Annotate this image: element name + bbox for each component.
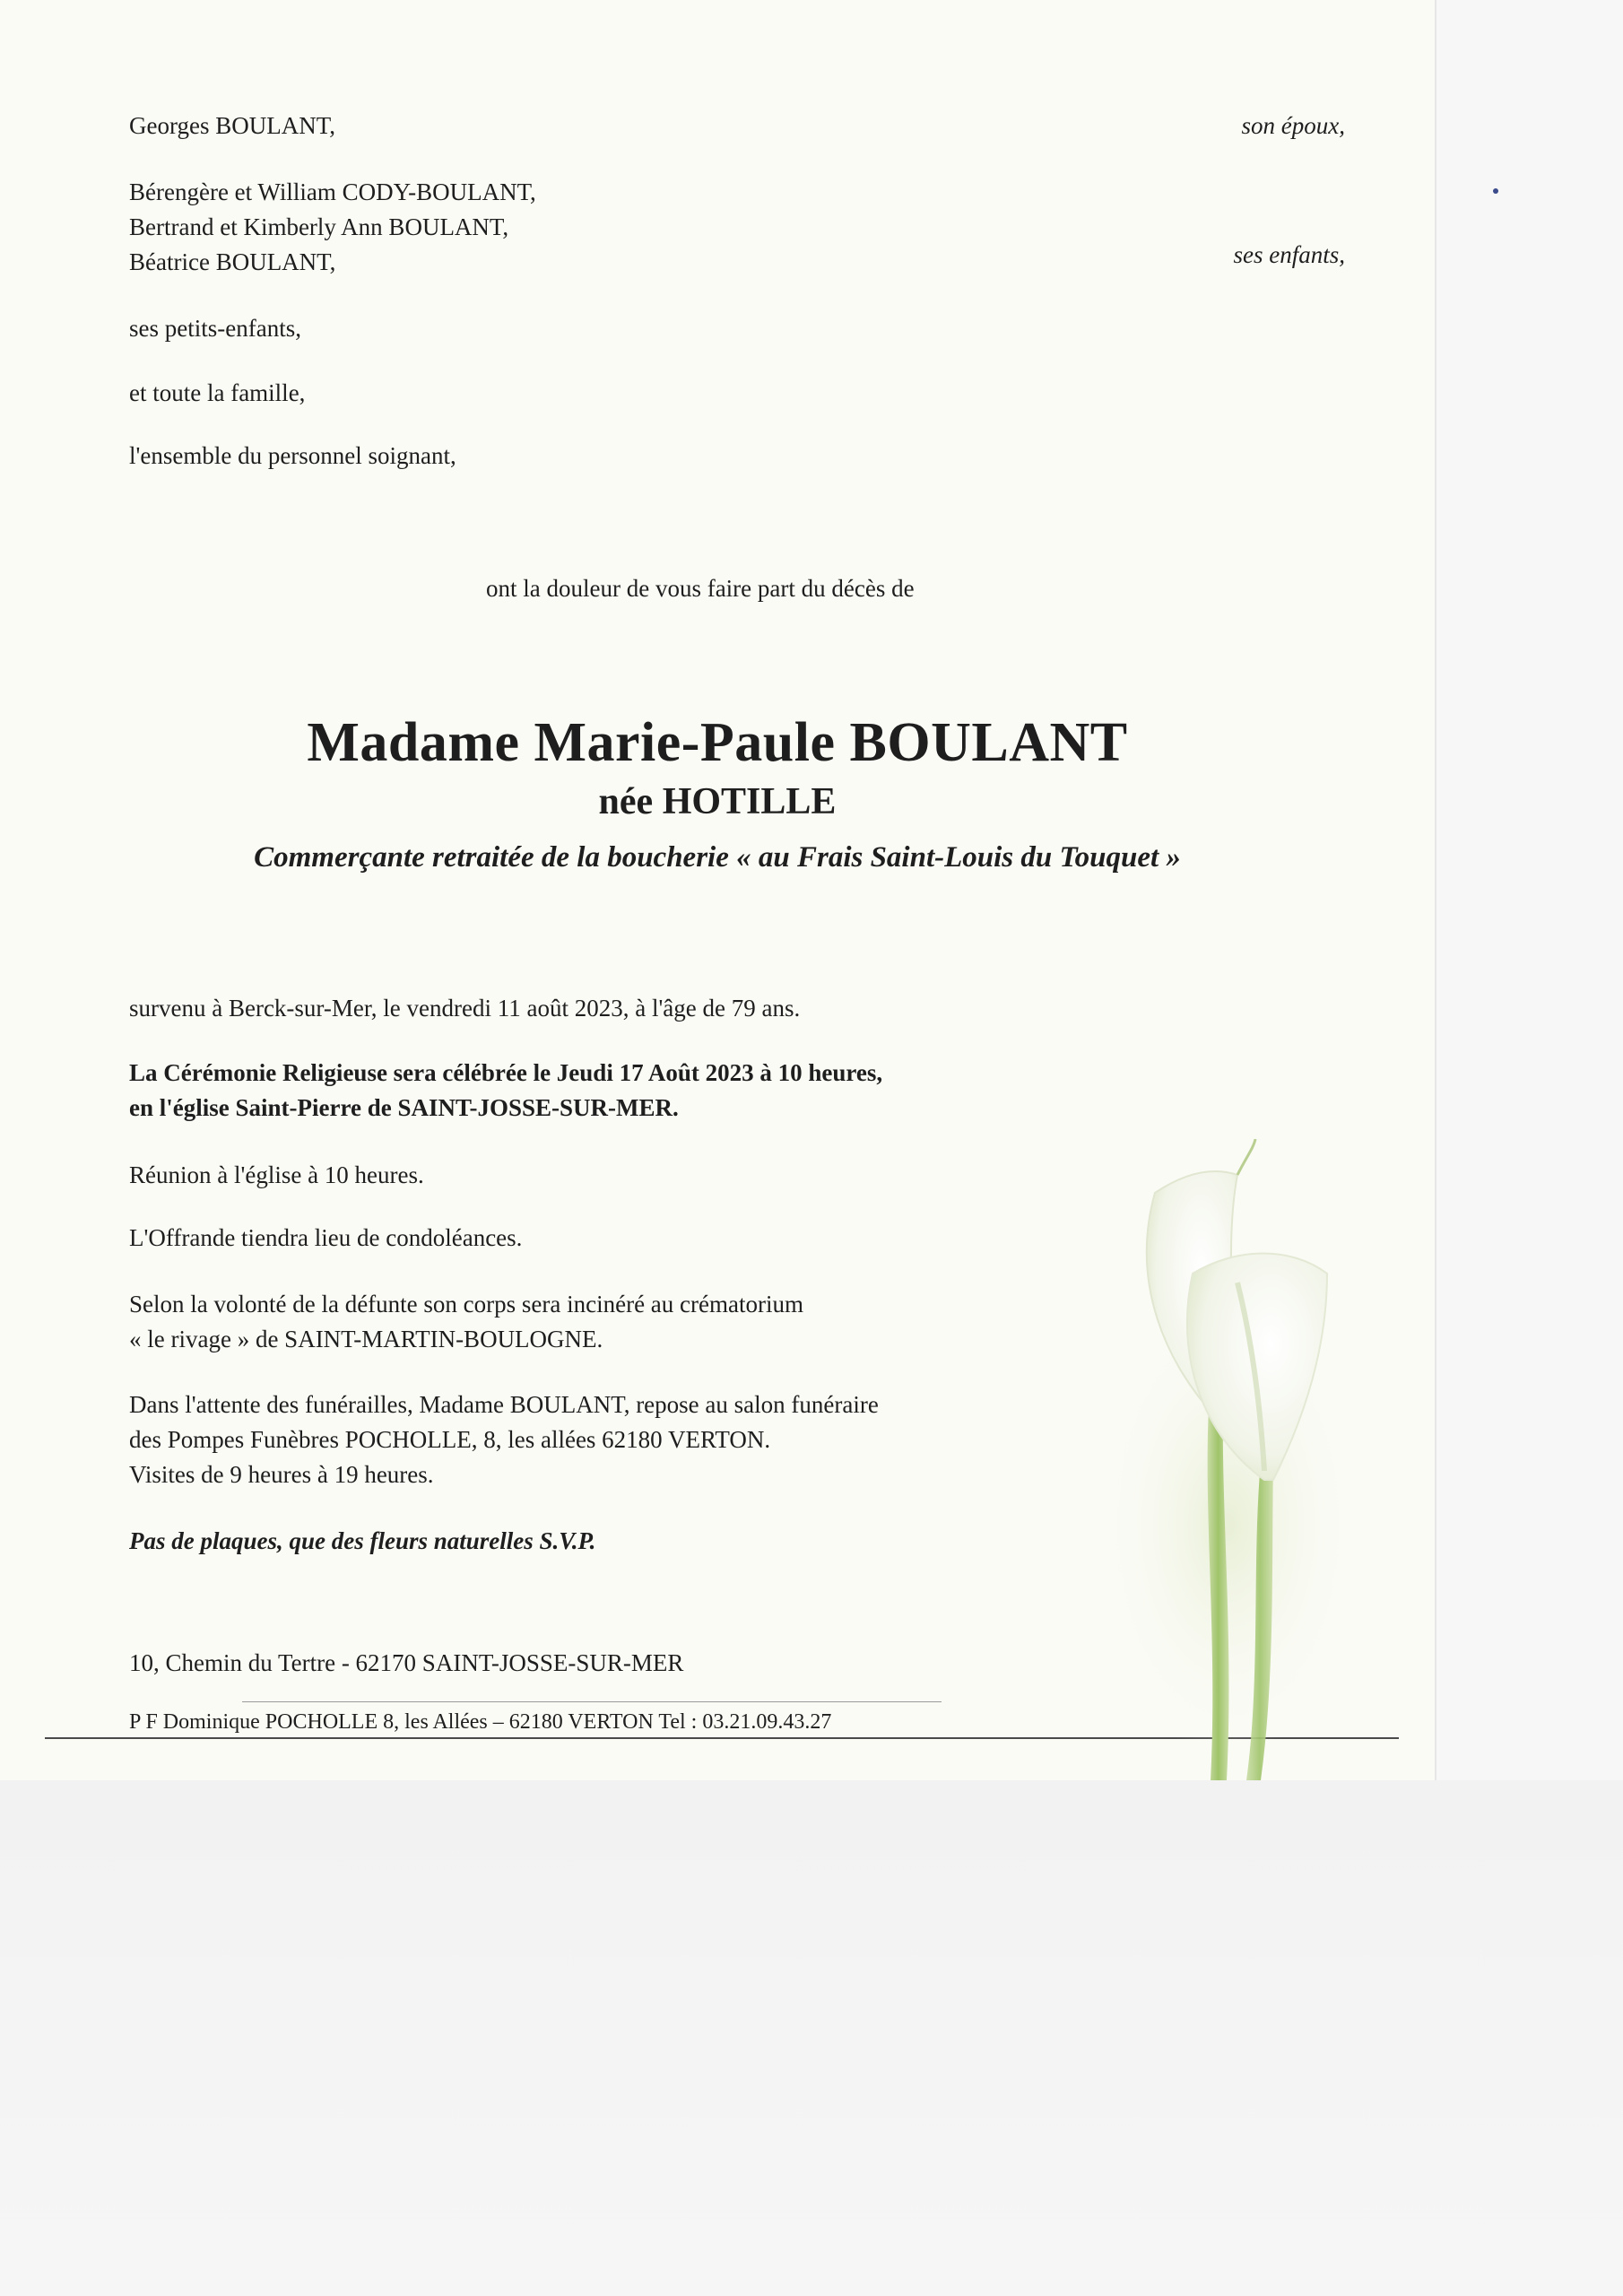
ceremony-line-1: La Cérémonie Religieuse sera célébrée le Jeudi 17 Août 2023 à 10 heures,	[129, 1059, 883, 1086]
footer-top-rule	[242, 1701, 942, 1702]
cremation-line-2: « le rivage » de SAINT-MARTIN-BOULOGNE.	[129, 1326, 603, 1352]
funeral-home-line-1: Dans l'attente des funérailles, Madame BOULANT, repose au salon funéraire	[129, 1391, 879, 1418]
home-address: 10, Chemin du Tertre - 62170 SAINT-JOSSE-SUR-MER	[129, 1649, 684, 1676]
visiting-hours: Visites de 9 heures à 19 heures.	[129, 1461, 434, 1488]
occupation: Commerçante retraitée de la boucherie « au Frais Saint-Louis du Touquet »	[254, 841, 1181, 874]
child-2: Bertrand et Kimberly Ann BOULANT,	[129, 213, 509, 240]
death-notice: survenu à Berck-sur-Mer, le vendredi 11 août 2023, à l'âge de 79 ans.	[129, 995, 801, 1022]
child-1: Bérengère et William CODY-BOULANT,	[129, 178, 536, 205]
child-3: Béatrice BOULANT,	[129, 248, 336, 275]
care-staff: l'ensemble du personnel soignant,	[129, 442, 456, 469]
church-meeting: Réunion à l'église à 10 heures.	[129, 1161, 424, 1188]
announcement-text: ont la douleur de vous faire part du décès de	[486, 575, 915, 602]
husband-role: son époux,	[1241, 112, 1345, 139]
funeral-director-footer: P F Dominique POCHOLLE 8, les Allées – 62180 VERTON Tel : 03.21.09.43.27	[129, 1710, 832, 1734]
lily-tip-upper	[1237, 1139, 1255, 1175]
deceased-name: Madame Marie-Paule BOULANT	[307, 712, 1128, 773]
funeral-home-line-2: des Pompes Funèbres POCHOLLE, 8, les allées 62180 VERTON.	[129, 1426, 771, 1453]
ceremony-line-2: en l'église Saint-Pierre de SAINT-JOSSE-SUR-MER.	[129, 1094, 679, 1121]
grandchildren: ses petits-enfants,	[129, 315, 301, 342]
children-role: ses enfants,	[1233, 241, 1345, 268]
scan-speck	[1493, 188, 1498, 194]
flowers-note: Pas de plaques, que des fleurs naturelles S.V.P.	[129, 1527, 596, 1554]
offering-note: L'Offrande tiendra lieu de condoléances.	[129, 1224, 523, 1251]
maiden-name: née HOTILLE	[598, 781, 837, 822]
cremation-line-1: Selon la volonté de la défunte son corps sera incinéré au crématorium	[129, 1291, 803, 1318]
husband-name: Georges BOULANT,	[129, 112, 335, 139]
extended-family: et toute la famille,	[129, 379, 306, 406]
page-edge	[1435, 0, 1436, 1780]
calla-lily-illustration	[1103, 1139, 1408, 1780]
scan-background	[0, 1780, 1623, 2296]
